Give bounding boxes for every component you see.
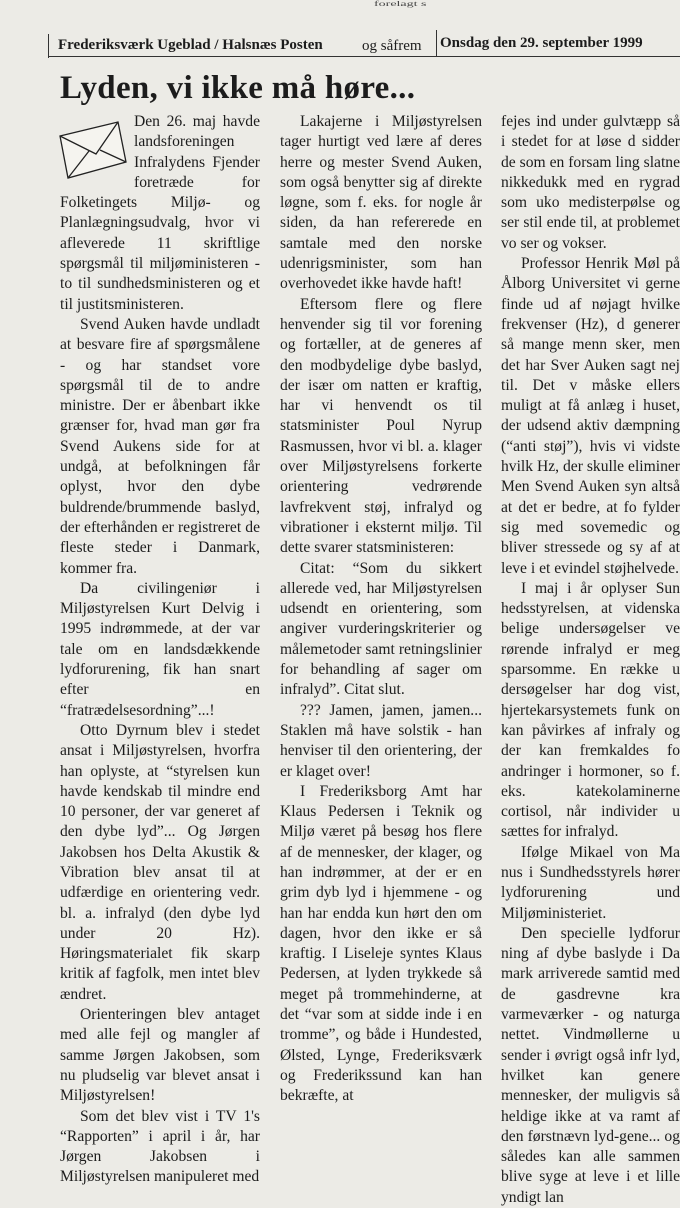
previous-article-fragment: forelagt s <box>374 0 427 9</box>
article-paragraph: Citat: “Som du sikkert allerede ved, har Miljøstyrelsen udsendt en orientering, som angiver vurderingskriterier og målemetoder samt retningslinier for behandling af sager om infralyd”. Citat slut. <box>280 559 482 699</box>
article-paragraph: Eftersom flere og flere henvender sig til vor forening og fortæller, at de generes af den modbydelige dybe baslyd, der især om natten er kraftig, har vi henvendt os til statsminister Poul Nyrup Rasmussen, hvor vi bl. a. klager over Miljøstyrelsens forkerte orientering vedrørende lavfrekvent støj, infralyd og vibrationer i eksternt miljø. Til dette svarer statsministeren: <box>280 295 482 557</box>
article-paragraph: Den specielle lydforur ning af dybe baslyde i Da mark arriverede samtid med de gasdrevne kra varmeværker - og naturga nettet. Vindmøllerne u sender i øvrigt også infr lyd, hvilket kan genere mennesker, der muligvis så heldige ikke at va ramt af den førstnævn lyd-gene... og således kan alle sammen blive syge at leve i et lille yndigt lan <box>501 924 680 1206</box>
article-paragraph: Orienteringen blev antaget med alle fejl og mangler af samme Jørgen Jakobsen, som nu pludselig var blevet ansat i Miljøstyrelsen! <box>60 1006 260 1105</box>
article-headline: Lyden, vi ikke må høre... <box>60 70 416 106</box>
article-paragraph: Lakajerne i Miljøstyrelsen tager hurtigt ved lære af deres herre og mester Svend Auken, som også benytter sig af direkte løgne, som f. eks. for nogle år siden, da han refererede en samtale med den norske udenrigsminister, som han overhovedet ikke havde haft! <box>280 113 482 293</box>
article-column-2 <box>280 112 482 1157</box>
article-column-3 <box>501 112 680 1206</box>
header-separator <box>436 30 437 56</box>
article-paragraph: Som det blev vist i TV 1's “Rapporten” i april i år, har Jørgen Jakobsen i Miljøstyrelsen manipuleret med <box>60 1107 260 1186</box>
envelope-icon <box>56 120 128 182</box>
article-paragraph: I Frederiksborg Amt har Klaus Pedersen i Teknik og Miljø været på besøg hos flere af de mennesker, der klager, og han indrømmer, at der er en grim dyb lyd i hjemmene - og han har endda kun hørt den om dagen, hvor den ikke er så kraftig. I Liseleje syntes Klaus Pedersen, at lyden trykkede så meget på trommehinderne, at det “var som at sidde inde i en tromme”, og både i Hundested, Ølsted, Lynge, Frederiksværk og Frederikssund kan han bekræfte, at <box>280 782 482 1105</box>
article-paragraph: Svend Auken havde undladt at besvare fire af spørgsmålene - og har standset vore spørgsmål til de to andre ministre. Der er åbenbart ikke grænser for, hvad man gør fra Svend Aukens side for at undgå, at befolkningen får oplyst, hvor den dybe buldrende/brummende baslyd, der efterhånden er registreret de fleste steder i Danmark, kommer fra. <box>60 315 260 577</box>
publication-date: Onsdag den 29. september 1999 <box>440 35 643 51</box>
article-paragraph: Ifølge Mikael von Ma nus i Sundhedsstyrels hører lydforurening und Miljøministeriet. <box>501 843 680 922</box>
article-paragraph: fejes ind under gulvtæpp så i stedet for at løse d sidder de som en forsam ling slatne nikkedukk med en rygrad som uko medisterpølse og ser stil ende til, at problemet vo ser og vokser. <box>501 113 680 252</box>
masthead <box>0 0 680 62</box>
article-paragraph: I maj i år oplyser Sun hedsstyrelsen, at videnska belige undersøgelser ve rørende infralyd er meg sparsomme. En række u dersøgelser har dog vist, hjertekarsystemets funk on kan påvirkes af infraly og der kan fremkaldes fo andringer i hormoner, so f. eks. katekolaminerne cortisol, når individer u sættes for infralyd. <box>501 579 680 841</box>
article-paragraph: Professor Henrik Møl på Ålborg Universitet vi gerne finde ud af nøjagt hvilke frekvenser (Hz), d generer så mange menn sker, men det har Sver Auken sagt nej til. Det v måske ellers muligt at få anlæg i huset, der udsend aktiv dæmpning (“anti støj”), hvis vi vidste hvilk Hz, der skulle eliminer Men Svend Auken syn altså at det er bedre, at fo fylder sig med sovemedic og bliver stressede og sy af at leve i et evindel støjhelvede. <box>501 255 680 577</box>
article-paragraph: Den 26. maj havde landsforeningen Infralydens Fjender foretræde for Folketingets Miljø- og Planlægningsudvalg, hvor vi afleverede 11 skriftlige spørgsmål til miljøministeren - to til sundhedsministeren og et til justitsministeren. <box>60 113 260 313</box>
article-paragraph: ??? Jamen, jamen, jamen... Staklen må have solstik - han henviser til den orientering, der er klaget over! <box>280 701 482 780</box>
header-left-bar <box>48 34 49 58</box>
article-paragraph: Da civilingeniør i Miljøstyrelsen Kurt Delvig i 1995 indrømmede, at der var tale om en landsdækkende lydforurening, fik han snart efter en “fratrædelsesordning”...! <box>60 579 260 719</box>
article-column-1 <box>60 112 260 1186</box>
continuation-fragment: og såfrem <box>362 38 422 54</box>
header-rule <box>48 56 680 57</box>
article-paragraph: Otto Dyrnum blev i stedet ansat i Miljøstyrelsen, hvorfra han oplyste, at “styrelsen kun havde kendskab til mindre end 10 personer, der var generet af den dybe lyd”... Og Jørgen Jakobsen hos Delta Akustik & Vibration blev ansat til at udfærdige en orientering vedr. bl. a. infralyd (den dybe lyd under 20 Hz). Høringsmaterialet fik skarp kritik af fagfolk, men intet blev ændret. <box>60 721 260 1003</box>
publication-name: Frederiksværk Ugeblad / Halsnæs Posten <box>58 37 323 53</box>
